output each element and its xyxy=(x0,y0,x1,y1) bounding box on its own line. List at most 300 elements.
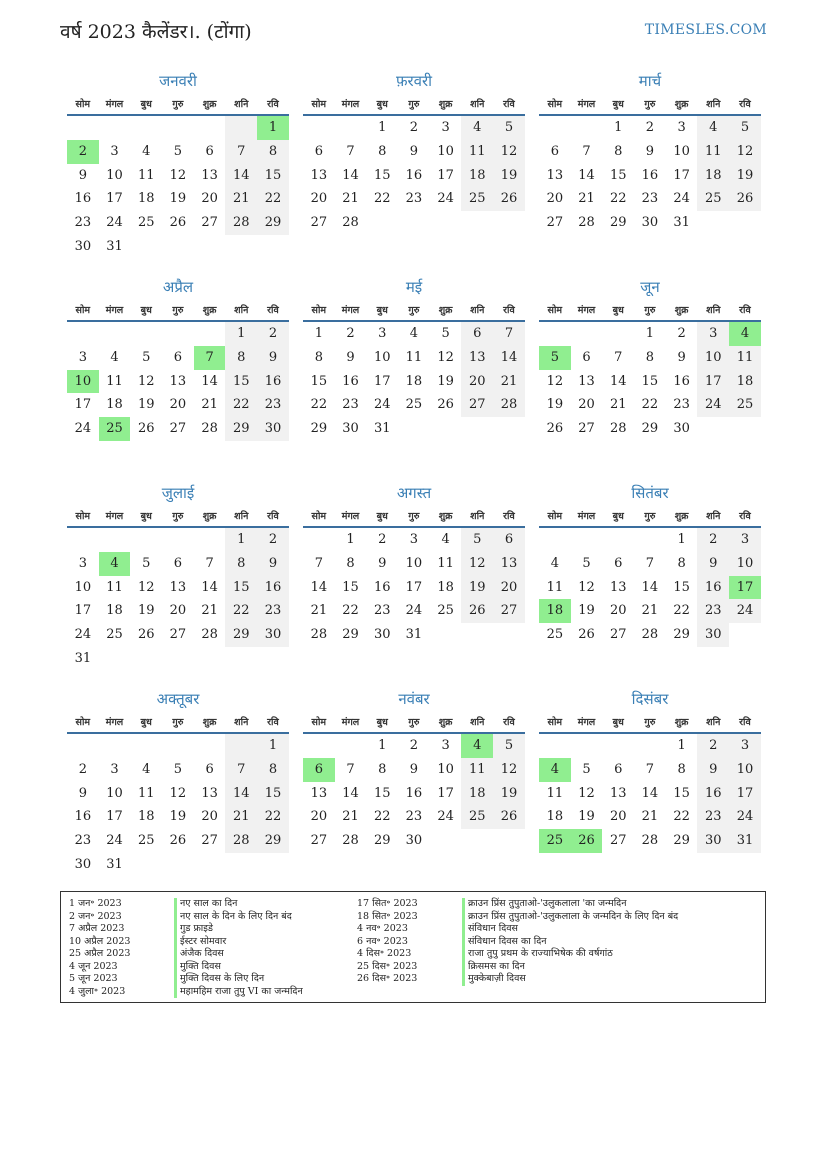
month-block xyxy=(539,70,761,276)
month-block xyxy=(67,276,289,482)
holiday-day-cell: 7 xyxy=(194,346,226,370)
weekday-label: बुध xyxy=(376,511,388,522)
day-cell: 8 xyxy=(257,140,289,164)
page-title: वर्ष 2023 कैलेंडर।. (टोंगा) xyxy=(60,21,252,43)
day-cell: 30 xyxy=(641,215,659,231)
empty-cell xyxy=(99,528,131,552)
day-cell: 4 xyxy=(142,761,151,777)
day-cell: 1 xyxy=(314,326,323,341)
day-cell: 16 xyxy=(405,785,423,801)
day-cell: 27 xyxy=(310,833,328,849)
day-cell: 12 xyxy=(461,552,493,576)
day-cell: 17 xyxy=(673,167,690,183)
weekday-label: गुरु xyxy=(408,99,420,110)
site-link[interactable]: TIMESLES.COM xyxy=(644,22,767,38)
day-cell: 25 xyxy=(405,397,423,413)
weekday-label: शुक्र xyxy=(202,511,217,522)
day-cell: 19 xyxy=(729,164,761,188)
day-cell: 31 xyxy=(106,856,123,872)
day-cell: 23 xyxy=(74,215,92,231)
day-cell: 20 xyxy=(609,603,627,619)
day-cell: 24 xyxy=(106,215,123,231)
day-cell: 4 xyxy=(110,349,119,365)
holiday-name: मुक्केबाज़ी दिवस xyxy=(462,973,526,986)
day-cell: 1 xyxy=(677,738,686,753)
day-cell: 23 xyxy=(697,805,729,829)
day-cell: 11 xyxy=(697,140,729,164)
weekday-label: शुक्र xyxy=(202,99,217,110)
day-cell: 22 xyxy=(225,599,257,623)
day-cell: 11 xyxy=(405,349,423,365)
empty-cell xyxy=(194,116,226,140)
holiday-date: 6 नव॰ 2023 xyxy=(357,935,408,947)
day-cell: 18 xyxy=(697,164,729,188)
day-cell: 13 xyxy=(461,346,493,370)
weekday-header xyxy=(303,96,525,116)
empty-cell xyxy=(162,734,194,758)
day-cell: 13 xyxy=(578,373,595,389)
day-cell: 24 xyxy=(437,809,454,825)
day-cell: 1 xyxy=(677,532,686,547)
month-block xyxy=(67,688,289,894)
day-cell: 18 xyxy=(405,373,423,389)
day-cell: 16 xyxy=(74,809,92,825)
day-cell: 12 xyxy=(169,167,187,183)
day-cell: 21 xyxy=(493,370,525,394)
day-cell: 2 xyxy=(78,761,87,777)
day-cell: 4 xyxy=(461,116,493,140)
day-cell: 27 xyxy=(201,215,218,231)
day-cell: 6 xyxy=(614,761,623,777)
weekday-label: सोम xyxy=(547,305,563,316)
weekday-label: शनि xyxy=(470,511,485,522)
day-cell: 31 xyxy=(729,829,761,853)
day-cell: 28 xyxy=(225,829,257,853)
day-cell: 17 xyxy=(373,373,391,389)
weekday-label: सोम xyxy=(75,717,91,728)
day-cell: 15 xyxy=(373,785,391,801)
day-cell: 29 xyxy=(225,623,257,647)
weekday-label: बुध xyxy=(612,717,624,728)
day-cell: 18 xyxy=(729,370,761,394)
day-cell: 30 xyxy=(697,623,729,647)
days-grid xyxy=(303,116,525,235)
empty-cell xyxy=(130,322,162,346)
empty-cell xyxy=(303,116,335,140)
day-cell: 13 xyxy=(493,552,525,576)
day-cell: 21 xyxy=(609,397,627,413)
day-cell: 20 xyxy=(201,809,218,825)
weekday-label: रवि xyxy=(267,511,279,522)
day-cell: 20 xyxy=(546,191,564,207)
weekday-label: शुक्र xyxy=(202,305,217,316)
day-cell: 23 xyxy=(405,191,423,207)
day-cell: 24 xyxy=(729,805,761,829)
day-cell: 23 xyxy=(673,397,690,413)
weekday-label: गुरु xyxy=(172,717,184,728)
day-cell: 6 xyxy=(461,322,493,346)
day-cell: 30 xyxy=(405,833,423,849)
day-cell: 28 xyxy=(201,627,218,643)
day-cell: 30 xyxy=(373,627,391,643)
day-cell: 12 xyxy=(137,579,155,595)
weekday-label: शुक्र xyxy=(438,511,453,522)
day-cell: 19 xyxy=(169,191,187,207)
weekday-label: शनि xyxy=(706,511,721,522)
day-cell: 4 xyxy=(441,532,450,547)
empty-cell xyxy=(634,734,666,758)
day-cell: 24 xyxy=(673,191,690,207)
days-grid xyxy=(67,116,289,259)
day-cell: 15 xyxy=(310,373,328,389)
day-cell: 10 xyxy=(673,143,690,159)
weekday-header xyxy=(303,508,525,528)
day-cell: 26 xyxy=(578,627,595,643)
weekday-label: गुरु xyxy=(172,511,184,522)
holiday-row xyxy=(69,986,303,999)
day-cell: 15 xyxy=(673,785,690,801)
weekday-label: बुध xyxy=(612,511,624,522)
day-cell: 25 xyxy=(697,187,729,211)
day-cell: 28 xyxy=(342,215,359,231)
day-cell: 16 xyxy=(257,370,289,394)
weekday-label: रवि xyxy=(267,717,279,728)
holiday-name: अंजैक दिवस xyxy=(174,948,224,961)
day-cell: 14 xyxy=(493,346,525,370)
day-cell: 2 xyxy=(645,120,655,135)
day-cell: 6 xyxy=(582,349,591,365)
holiday-date: 18 सित॰ 2023 xyxy=(357,910,418,922)
weekday-label: शुक्र xyxy=(674,99,689,110)
day-cell: 6 xyxy=(314,143,323,159)
month-block xyxy=(303,482,525,688)
weekday-label: शुक्र xyxy=(674,511,689,522)
days-grid xyxy=(303,528,525,647)
day-cell: 11 xyxy=(546,579,564,595)
empty-cell xyxy=(225,734,257,758)
holiday-date: 25 दिस॰ 2023 xyxy=(357,960,418,972)
empty-cell xyxy=(99,322,131,346)
day-cell: 28 xyxy=(609,421,627,437)
day-cell: 24 xyxy=(106,833,123,849)
day-cell: 9 xyxy=(677,349,686,365)
holiday-row xyxy=(357,898,678,911)
day-cell: 3 xyxy=(441,738,450,753)
day-cell: 29 xyxy=(609,215,627,231)
day-cell: 3 xyxy=(729,528,761,552)
day-cell: 8 xyxy=(378,761,387,777)
days-grid xyxy=(67,322,289,441)
weekday-label: शनि xyxy=(706,99,721,110)
day-cell: 8 xyxy=(346,555,355,571)
day-cell: 3 xyxy=(378,326,387,341)
day-cell: 13 xyxy=(310,785,328,801)
holiday-name: नए साल के दिन के लिए दिन बंद xyxy=(174,911,292,924)
day-cell: 25 xyxy=(461,187,493,211)
weekday-label: सोम xyxy=(75,305,91,316)
day-cell: 21 xyxy=(342,809,359,825)
day-cell: 24 xyxy=(437,191,454,207)
day-cell: 17 xyxy=(729,782,761,806)
day-cell: 2 xyxy=(697,528,729,552)
weekday-label: सोम xyxy=(75,511,91,522)
day-cell: 26 xyxy=(493,187,525,211)
day-cell: 21 xyxy=(225,805,257,829)
day-cell: 3 xyxy=(78,349,87,365)
day-cell: 2 xyxy=(697,734,729,758)
day-cell: 5 xyxy=(173,143,183,159)
day-cell: 17 xyxy=(437,167,454,183)
holiday-row xyxy=(357,936,678,949)
holiday-name: मुक्ति दिवस xyxy=(174,961,221,974)
weekday-label: शुक्र xyxy=(438,305,453,316)
day-cell: 9 xyxy=(78,785,87,801)
empty-cell xyxy=(99,734,131,758)
day-cell: 30 xyxy=(673,421,690,437)
day-cell: 10 xyxy=(437,143,454,159)
day-cell: 27 xyxy=(493,599,525,623)
day-cell: 29 xyxy=(342,627,359,643)
holiday-day-cell: 2 xyxy=(67,140,99,164)
day-cell: 31 xyxy=(673,215,690,231)
weekday-label: शनि xyxy=(706,717,721,728)
empty-cell xyxy=(571,528,603,552)
day-cell: 7 xyxy=(346,143,355,159)
day-cell: 19 xyxy=(493,782,525,806)
day-cell: 17 xyxy=(437,785,454,801)
day-cell: 29 xyxy=(641,421,659,437)
month-block xyxy=(67,70,289,276)
weekday-label: बुध xyxy=(612,305,624,316)
day-cell: 16 xyxy=(74,191,92,207)
holiday-name: महामहिम राजा तुपु VI का जन्मदिन xyxy=(174,986,303,999)
day-cell: 3 xyxy=(110,761,119,777)
holiday-name: क्रिसमस का दिन xyxy=(462,961,525,974)
empty-cell xyxy=(571,734,603,758)
day-cell: 9 xyxy=(346,349,355,365)
day-cell: 28 xyxy=(310,627,328,643)
weekday-label: शनि xyxy=(470,99,485,110)
day-cell: 22 xyxy=(609,191,627,207)
day-cell: 28 xyxy=(578,215,595,231)
day-cell: 22 xyxy=(641,397,659,413)
weekday-label: बुध xyxy=(612,99,624,110)
holiday-row xyxy=(357,961,678,974)
day-cell: 14 xyxy=(641,579,659,595)
day-cell: 21 xyxy=(310,603,328,619)
day-cell: 27 xyxy=(461,393,493,417)
holiday-row xyxy=(69,923,303,936)
day-cell: 20 xyxy=(201,191,218,207)
weekday-label: शनि xyxy=(234,511,249,522)
day-cell: 3 xyxy=(677,120,686,135)
day-cell: 24 xyxy=(74,421,92,437)
empty-cell xyxy=(67,116,99,140)
empty-cell xyxy=(67,528,99,552)
weekday-label: गुरु xyxy=(408,305,420,316)
empty-cell xyxy=(602,322,634,346)
day-cell: 31 xyxy=(74,650,92,666)
day-cell: 20 xyxy=(609,809,627,825)
day-cell: 14 xyxy=(641,785,659,801)
day-cell: 15 xyxy=(342,579,359,595)
day-cell: 8 xyxy=(677,555,686,571)
weekday-label: बुध xyxy=(376,305,388,316)
day-cell: 14 xyxy=(201,373,218,389)
day-cell: 23 xyxy=(257,393,289,417)
day-cell: 15 xyxy=(257,782,289,806)
day-cell: 14 xyxy=(201,579,218,595)
weekday-header xyxy=(303,302,525,322)
weekday-label: गुरु xyxy=(408,717,420,728)
day-cell: 1 xyxy=(225,322,257,346)
day-cell: 24 xyxy=(405,603,423,619)
day-cell: 25 xyxy=(437,603,454,619)
holiday-date: 4 दिस॰ 2023 xyxy=(357,948,412,959)
holiday-day-cell: 25 xyxy=(99,417,131,441)
day-cell: 5 xyxy=(729,116,761,140)
holiday-date: 17 सित॰ 2023 xyxy=(357,898,418,909)
day-cell: 5 xyxy=(461,528,493,552)
day-cell: 6 xyxy=(173,349,183,365)
day-cell: 15 xyxy=(225,370,257,394)
day-cell: 26 xyxy=(169,215,187,231)
holiday-row xyxy=(357,911,678,924)
days-grid xyxy=(67,528,289,671)
day-cell: 8 xyxy=(614,143,623,159)
holiday-name: मुक्ति दिवस के लिए दिन xyxy=(174,973,264,986)
day-cell: 11 xyxy=(106,579,123,595)
day-cell: 6 xyxy=(550,143,559,159)
day-cell: 13 xyxy=(310,167,328,183)
weekday-label: सोम xyxy=(547,717,563,728)
day-cell: 29 xyxy=(673,833,690,849)
day-cell: 7 xyxy=(346,761,355,777)
day-cell: 18 xyxy=(437,579,454,595)
weekday-label: शुक्र xyxy=(674,305,689,316)
weekday-label: गुरु xyxy=(644,99,656,110)
holiday-name: संविधान दिवस xyxy=(462,923,518,936)
day-cell: 30 xyxy=(257,623,289,647)
holiday-date: 25 अप्रैल 2023 xyxy=(69,948,131,959)
weekday-label: रवि xyxy=(267,305,279,316)
day-cell: 11 xyxy=(137,167,155,183)
calendar-grid xyxy=(67,70,760,894)
day-cell: 21 xyxy=(578,191,595,207)
day-cell: 26 xyxy=(169,833,187,849)
day-cell: 22 xyxy=(373,809,391,825)
empty-cell xyxy=(162,322,194,346)
day-cell: 25 xyxy=(461,805,493,829)
weekday-label: सोम xyxy=(547,511,563,522)
day-cell: 1 xyxy=(346,532,355,547)
weekday-label: शुक्र xyxy=(202,717,217,728)
day-cell: 6 xyxy=(493,528,525,552)
day-cell: 22 xyxy=(673,809,690,825)
holiday-row xyxy=(69,911,303,924)
day-cell: 11 xyxy=(729,346,761,370)
day-cell: 8 xyxy=(314,349,323,365)
days-grid xyxy=(539,116,761,235)
day-cell: 5 xyxy=(582,761,591,777)
weekday-label: मंगल xyxy=(341,305,360,316)
weekday-label: रवि xyxy=(267,99,279,110)
day-cell: 8 xyxy=(257,758,289,782)
day-cell: 9 xyxy=(409,143,419,159)
weekday-label: शनि xyxy=(470,305,485,316)
day-cell: 10 xyxy=(729,552,761,576)
day-cell: 21 xyxy=(225,187,257,211)
weekday-header xyxy=(539,508,761,528)
weekday-label: गुरु xyxy=(644,305,656,316)
day-cell: 16 xyxy=(697,782,729,806)
day-cell: 5 xyxy=(582,555,591,571)
holiday-name: नए साल का दिन xyxy=(174,898,237,911)
month-name: जून xyxy=(640,278,660,296)
day-cell: 5 xyxy=(142,555,151,571)
day-cell: 8 xyxy=(225,346,257,370)
holiday-row xyxy=(69,948,303,961)
days-grid xyxy=(539,734,761,853)
weekday-label: शुक्र xyxy=(438,99,453,110)
day-cell: 9 xyxy=(645,143,655,159)
weekday-label: मंगल xyxy=(105,305,124,316)
empty-cell xyxy=(602,528,634,552)
day-cell: 17 xyxy=(106,809,123,825)
day-cell: 12 xyxy=(437,349,454,365)
day-cell: 14 xyxy=(342,167,359,183)
weekday-label: रवि xyxy=(503,511,515,522)
day-cell: 8 xyxy=(225,552,257,576)
day-cell: 20 xyxy=(310,809,328,825)
empty-cell xyxy=(99,116,131,140)
weekday-header xyxy=(539,302,761,322)
day-cell: 8 xyxy=(645,349,655,365)
day-cell: 8 xyxy=(378,143,387,159)
day-cell: 21 xyxy=(641,603,659,619)
weekday-label: शुक्र xyxy=(674,717,689,728)
holiday-column-1 xyxy=(69,898,303,998)
day-cell: 22 xyxy=(225,393,257,417)
day-cell: 16 xyxy=(641,167,659,183)
day-cell: 29 xyxy=(310,421,328,437)
day-cell: 24 xyxy=(729,599,761,623)
day-cell: 4 xyxy=(409,326,419,341)
day-cell: 20 xyxy=(461,370,493,394)
weekday-header xyxy=(303,714,525,734)
day-cell: 14 xyxy=(609,373,627,389)
weekday-label: शुक्र xyxy=(438,717,453,728)
day-cell: 10 xyxy=(74,579,92,595)
day-cell: 13 xyxy=(201,785,218,801)
weekday-label: सोम xyxy=(75,99,91,110)
day-cell: 1 xyxy=(225,528,257,552)
day-cell: 18 xyxy=(137,809,155,825)
holiday-date: 4 नव॰ 2023 xyxy=(357,923,408,934)
weekday-label: बुध xyxy=(140,99,152,110)
holiday-day-cell: 1 xyxy=(257,116,289,140)
day-cell: 11 xyxy=(106,373,123,389)
day-cell: 26 xyxy=(437,397,454,413)
day-cell: 29 xyxy=(373,833,391,849)
day-cell: 18 xyxy=(461,164,493,188)
empty-cell xyxy=(194,528,226,552)
weekday-label: मंगल xyxy=(577,305,596,316)
month-name: अप्रैल xyxy=(162,278,194,296)
holiday-column-2 xyxy=(357,898,678,986)
day-cell: 15 xyxy=(641,373,659,389)
day-cell: 19 xyxy=(461,576,493,600)
